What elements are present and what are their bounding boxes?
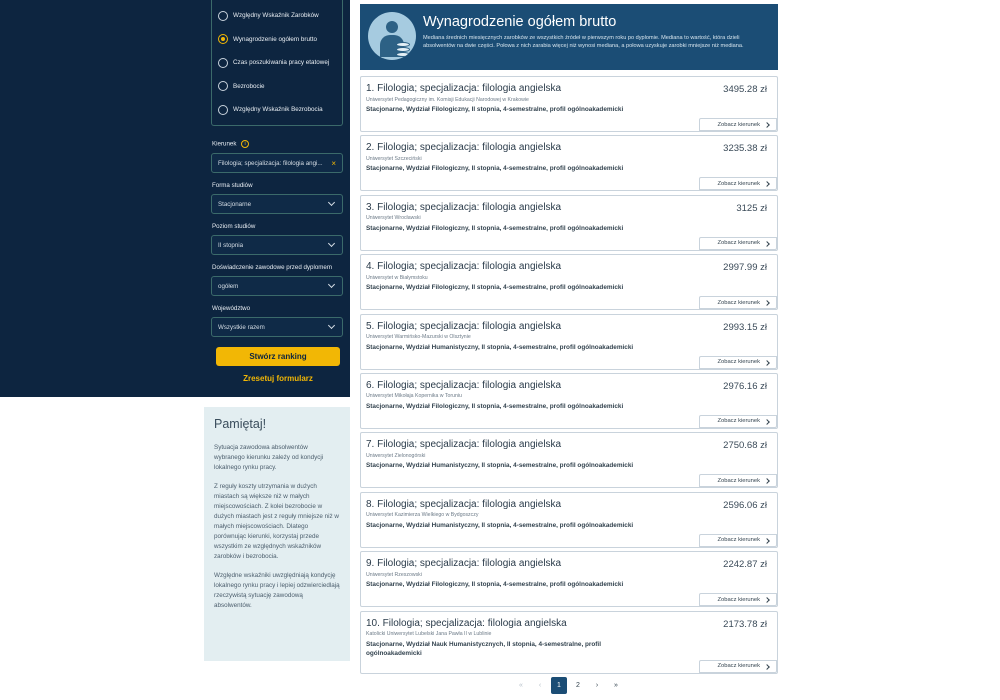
view-program-button[interactable]: [699, 118, 777, 131]
view-program-button[interactable]: [699, 534, 777, 547]
chevron-right-icon: [764, 664, 770, 670]
chevron-right-icon: [764, 479, 770, 485]
result-details: Stacjonarne, Wydział Filologiczny, II stopnia, 4-semestralne, profil ogólnoakademicki: [366, 581, 624, 589]
result-university: Uniwersytet Zielonogórski: [366, 452, 426, 459]
result-university: Uniwersytet Kazimierza Wielkiego w Bydgoszczy: [366, 512, 479, 519]
metric-option-bezrobocie[interactable]: [212, 75, 342, 99]
metric-option-label: Czas poszukiwania pracy etatowej: [233, 59, 330, 67]
result-title: 4. Filologia; specjalizacja: filologia angielska: [366, 261, 562, 273]
create-ranking-button[interactable]: Stwórz ranking: [216, 347, 340, 366]
view-program-button[interactable]: [699, 177, 777, 190]
chevron-right-icon: [764, 182, 770, 188]
metric-selector: [211, 0, 343, 126]
poziom-select[interactable]: [211, 235, 343, 255]
reset-form-button[interactable]: Zresetuj formularz: [243, 374, 313, 383]
result-university: Uniwersytet Wrocławski: [366, 215, 421, 222]
metric-option-label: Względny Wskaźnik Zarobków: [233, 12, 319, 20]
result-salary: 2993.15 zł: [723, 321, 767, 333]
kierunek-label: [212, 140, 249, 148]
result-details: Stacjonarne, Wydział Filologiczny, II stopnia, 4-semestralne, profil ogólnoakademicki: [366, 106, 624, 113]
result-salary: 2997.99 zł: [723, 262, 767, 274]
page-title: Wynagrodzenie ogółem brutto: [423, 14, 617, 30]
forma-label: Forma studiów: [212, 182, 253, 189]
view-program-label: Zobacz kierunek: [717, 180, 760, 187]
chevron-right-icon: [764, 300, 770, 306]
metric-option-wynagrodzenie[interactable]: [212, 28, 342, 52]
result-card: [360, 432, 778, 488]
view-program-button[interactable]: [699, 356, 777, 369]
view-program-label: Zobacz kierunek: [717, 663, 760, 670]
result-details: Stacjonarne, Wydział Filologiczny, II stopnia, 4-semestralne, profil ogólnoakademicki: [366, 284, 624, 292]
result-university: Uniwersytet Szczeciński: [366, 155, 422, 162]
view-program-label: Zobacz kierunek: [717, 299, 760, 306]
result-title: 5. Filologia; specjalizacja: filologia angielska: [366, 320, 562, 332]
clear-icon[interactable]: ×: [331, 158, 336, 168]
result-card: [360, 611, 778, 674]
metric-option-czas[interactable]: [212, 51, 342, 75]
info-icon[interactable]: i: [241, 140, 249, 148]
result-salary: 2976.16 zł: [723, 380, 767, 392]
view-program-label: Zobacz kierunek: [717, 537, 760, 544]
forma-select[interactable]: [211, 194, 343, 214]
pagination: [513, 677, 624, 694]
radio-checked-icon[interactable]: [218, 34, 228, 44]
remember-title: Pamiętaj!: [214, 417, 267, 431]
radio-icon[interactable]: [218, 81, 228, 91]
remember-box: [204, 407, 350, 661]
first-page-button[interactable]: «: [519, 682, 523, 689]
result-details: Stacjonarne, Wydział Filologiczny, II stopnia, 4-semestralne, profil ogólnoakademicki: [366, 165, 624, 173]
result-title: 8. Filologia; specjalizacja: filologia angielska: [366, 498, 562, 510]
doswiadczenie-value: ogółem: [218, 282, 239, 290]
result-title: 2. Filologia; specjalizacja: filologia angielska: [366, 142, 562, 154]
view-program-label: Zobacz kierunek: [717, 359, 760, 366]
result-details: Stacjonarne, Wydział Filologiczny, II stopnia, 4-semestralne, profil ogólnoakademicki: [366, 402, 624, 410]
view-program-button[interactable]: [699, 237, 777, 250]
metric-option-label: Wynagrodzenie ogółem brutto: [233, 35, 317, 43]
result-details: Stacjonarne, Wydział Nauk Humanistycznych, II stopnia, 4-semestralne, profil ogólnoakademicki: [366, 640, 601, 657]
kierunek-label-text: Kierunek: [212, 140, 237, 148]
result-card: [360, 195, 778, 251]
result-salary: 3495.28 zł: [723, 84, 767, 95]
result-title: 7. Filologia; specjalizacja: filologia angielska: [366, 439, 562, 451]
result-card: [360, 76, 778, 132]
result-university: Katolicki Uniwersytet Lubelski Jana Pawła II w Lublinie: [366, 631, 492, 638]
view-program-label: Zobacz kierunek: [717, 596, 760, 603]
wojewodztwo-select[interactable]: [211, 317, 343, 337]
result-card: [360, 254, 778, 310]
result-salary: 2242.87 zł: [723, 559, 767, 571]
remember-paragraph: Z reguły koszty utrzymania w dużych miastach są większe niż w małych miejscowościach. Z kolei bezrobocie w dużych miastach jest z reguły mniejsze niż w małych miejscowościach. Dlatego porównując kierunki, korzystaj przede wszystkim ze względnych wskaźników zarobków i bezrobocia.: [214, 483, 339, 560]
result-university: Uniwersytet w Białymstoku: [366, 274, 428, 281]
prev-page-button[interactable]: ‹: [538, 682, 542, 689]
forma-value: Stacjonarne: [218, 200, 252, 208]
next-page-button[interactable]: ›: [595, 682, 599, 689]
metric-option-label: Względny Wskaźnik Bezrobocia: [233, 106, 323, 114]
result-details: Stacjonarne, Wydział Humanistyczny, II stopnia, 4-semestralne, profil ogólnoakademicki: [366, 521, 634, 529]
kierunek-field[interactable]: [211, 153, 343, 173]
page-button-2[interactable]: 2: [576, 682, 580, 689]
result-card: [360, 135, 778, 191]
result-title: 3. Filologia; specjalizacja: filologia angielska: [366, 201, 562, 213]
result-title: 1. Filologia; specjalizacja: filologia angielska: [366, 83, 562, 94]
metric-option-wwb[interactable]: [212, 98, 342, 122]
wojewodztwo-label: Województwo: [212, 305, 251, 312]
view-program-button[interactable]: [699, 593, 777, 606]
result-salary: 3235.38 zł: [723, 143, 767, 155]
view-program-label: Zobacz kierunek: [717, 240, 760, 247]
view-program-label: Zobacz kierunek: [717, 121, 760, 128]
remember-paragraph: Względne wskaźniki uwzględniają kondycję lokalnego rynku pracy i lepiej odzwierciedlają rzeczywistą sytuację zawodową absolwentów.: [214, 572, 340, 609]
result-salary: 2750.68 zł: [723, 440, 767, 452]
remember-paragraph: Sytuacja zawodowa absolwentów wybranego kierunku zależy od kondycji lokalnego rynku pracy.: [214, 444, 324, 471]
poziom-value: II stopnia: [218, 241, 244, 249]
chevron-right-icon: [764, 360, 770, 366]
radio-icon[interactable]: [218, 105, 228, 115]
chevron-down-icon: [328, 240, 335, 247]
result-details: Stacjonarne, Wydział Filologiczny, II stopnia, 4-semestralne, profil ogólnoakademicki: [366, 224, 624, 232]
result-title: 10. Filologia; specjalizacja: filologia angielska: [366, 617, 567, 629]
metric-option-label: Bezrobocie: [233, 82, 265, 90]
metric-description: Mediana średnich miesięcznych zarobków ze wszystkich źródeł w pierwszym roku po dyplomie. Mediana to wartość, która dzieli absolwentów na dwie części. Połowa z nich zarabia więcej niż wynosi mediana, a połowa uzyskuje zarobki mniejsze niż mediana.: [423, 35, 744, 49]
chevron-right-icon: [764, 597, 770, 603]
wojewodztwo-value: Wszystkie razem: [218, 323, 265, 331]
last-page-button[interactable]: »: [614, 682, 618, 689]
doswiadczenie-select[interactable]: [211, 276, 343, 296]
result-details: Stacjonarne, Wydział Humanistyczny, II stopnia, 4-semestralne, profil ogólnoakademicki: [366, 343, 634, 351]
salary-person-icon: [368, 12, 416, 60]
result-salary: 2596.06 zł: [723, 499, 767, 511]
result-university: Uniwersytet Mikołaja Kopernika w Toruniu: [366, 393, 462, 400]
result-card: [360, 492, 778, 548]
result-salary: 3125 zł: [736, 202, 767, 214]
result-university: Uniwersytet Pedagogiczny im. Komisji Edukacji Narodowej w Krakowie: [366, 96, 529, 103]
radio-icon[interactable]: [218, 11, 228, 21]
results-list: [360, 76, 778, 677]
poziom-label: Poziom studiów: [212, 223, 256, 230]
view-program-label: Zobacz kierunek: [717, 477, 760, 484]
kierunek-value: Filologia; specjalizacja: filologia angi...: [218, 159, 323, 167]
metric-option-wwz[interactable]: [212, 4, 342, 28]
view-program-button[interactable]: [699, 296, 777, 309]
chevron-right-icon: [764, 419, 770, 425]
view-program-label: Zobacz kierunek: [717, 418, 760, 425]
result-university: Uniwersytet Rzeszowski: [366, 571, 422, 578]
result-university: Uniwersytet Warmińsko-Mazurski w Olsztynie: [366, 334, 471, 341]
doswiadczenie-label: Doświadczenie zawodowe przed dyplomem: [212, 264, 333, 271]
metric-header: [360, 4, 778, 70]
page-button-1[interactable]: 1: [551, 677, 567, 694]
result-card: [360, 373, 778, 429]
filter-panel: [0, 0, 350, 397]
chevron-right-icon: [764, 241, 770, 247]
result-card: [360, 551, 778, 607]
result-salary: 2173.78 zł: [723, 618, 767, 630]
chevron-down-icon: [328, 281, 335, 288]
result-card: [360, 314, 778, 370]
chevron-down-icon: [328, 199, 335, 206]
chevron-down-icon: [328, 322, 335, 329]
chevron-right-icon: [764, 122, 770, 128]
result-title: 6. Filologia; specjalizacja: filologia angielska: [366, 379, 562, 391]
radio-icon[interactable]: [218, 58, 228, 68]
view-program-button[interactable]: [699, 660, 777, 673]
view-program-button[interactable]: [699, 415, 777, 428]
result-title: 9. Filologia; specjalizacja: filologia angielska: [366, 558, 562, 570]
chevron-right-icon: [764, 538, 770, 544]
view-program-button[interactable]: [699, 474, 777, 487]
result-details: Stacjonarne, Wydział Humanistyczny, II stopnia, 4-semestralne, profil ogólnoakademicki: [366, 462, 634, 470]
